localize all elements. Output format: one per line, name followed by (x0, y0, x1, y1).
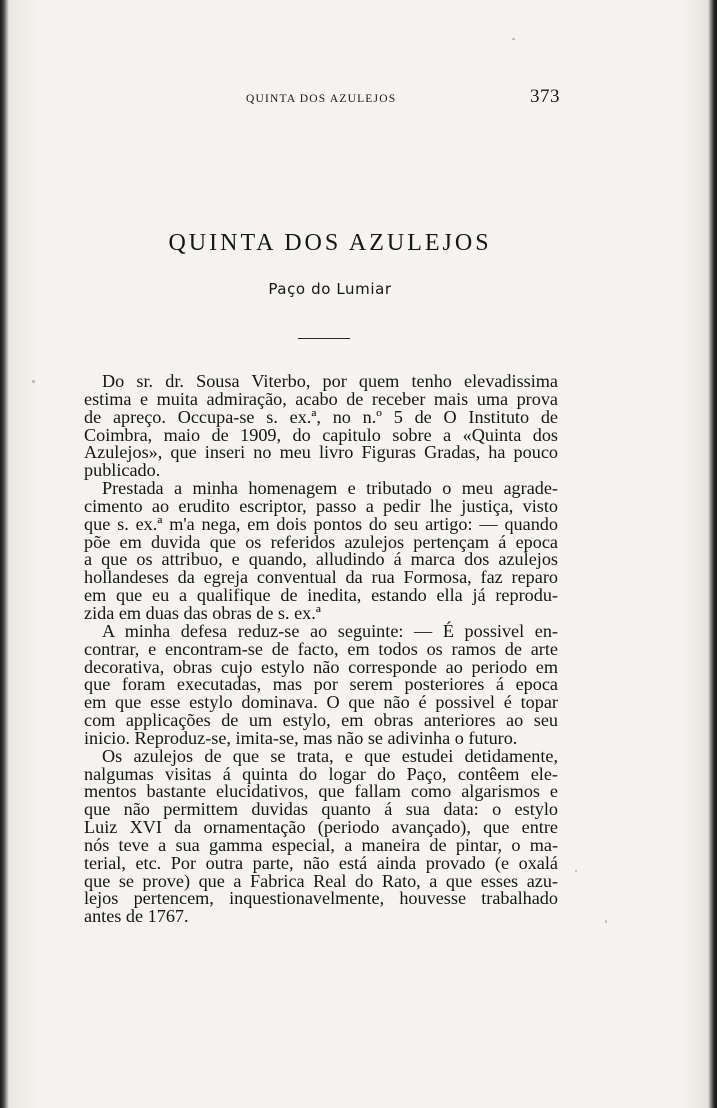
title-rule (298, 338, 350, 339)
text-line: que foram executadas, mas por serem posteriores á epoca (84, 674, 558, 695)
paragraph (84, 620, 558, 748)
text-line: mentos bastante elucidativos, que fallam como algarismos e (84, 781, 558, 802)
paper-speck (575, 870, 577, 872)
paper-speck (512, 38, 515, 40)
text-line: Luiz XVI da ornamentação (periodo avançado), que entre (84, 817, 558, 838)
text-line: põe em duvida que os referidos azulejos pertençam á epoca (84, 531, 558, 552)
text-line: cimento ao erudito escriptor, passo a pedir lhe justiça, visto (84, 495, 558, 516)
text-line: zida em duas das obras de s. ex.ª (84, 602, 321, 623)
text-line: Os azulejos de que se trata, e que estudei detidamente, (102, 745, 558, 766)
text-line: de apreço. Occupa-se s. ex.ª, no n.º 5 de O Instituto de (84, 406, 558, 427)
text-line: com applicações de um estylo, em obras anteriores ao seu (84, 710, 558, 731)
text-line: inicio. Reproduz-se, imita-se, mas não se adivinha o futuro. (84, 727, 518, 748)
text-line: nalgumas visitas á quinta do logar do Paço, contêem ele- (84, 763, 558, 784)
chapter-title: QUINTA DOS AZULEJOS (168, 230, 492, 256)
paragraph (84, 480, 558, 623)
text-line: Do sr. dr. Sousa Viterbo, por quem tenho elevadissima (102, 371, 558, 391)
text-line: em que eu a qualifique de inedita, estando ella já reprodu- (84, 585, 558, 606)
text-line: terial, etc. Por outra parte, não está ainda provado (e oxalá (84, 852, 558, 873)
text-line: a que os attribuo, e quando, alludindo á marca dos azulejos (84, 549, 558, 570)
text-line: Prestada a minha homenagem e tributado o meu agrade- (102, 478, 558, 499)
text-line: Azulejos», que inseri no meu livro Figuras Gradas, ha pouco (84, 442, 558, 463)
text-line: antes de 1767. (84, 906, 189, 927)
text-line: que não permittem duvidas quanto á sua data: o estylo (84, 799, 558, 820)
text-line: estima e muita admiração, acabo de receber mais uma prova (84, 388, 558, 409)
running-head: QUINTA DOS AZULEJOS (246, 93, 397, 105)
text-line: que se prove) que a Fabrica Real do Rato, a que esses azu- (84, 870, 558, 891)
paragraph (84, 373, 558, 480)
text-line: hollandeses da egreja conventual da rua Formosa, faz reparo (84, 567, 558, 588)
paper-speck (32, 380, 35, 383)
text-line: Coimbra, maio de 1909, do capitulo sobre a «Quinta dos (84, 424, 558, 445)
text-line: decorativa, obras cujo estylo não corresponde ao periodo em (84, 656, 558, 677)
paper-speck (605, 920, 607, 923)
page-number: 373 (530, 86, 560, 107)
chapter-subtitle: Paço do Lumiar (268, 280, 392, 298)
text-line: publicado. (84, 460, 161, 481)
text-line: contrar, e encontram-se de facto, em todos os ramos de arte (84, 638, 558, 659)
text-line: nós teve a sua gamma especial, a maneira de pintar, o ma- (84, 834, 558, 855)
text-line: lejos pertencem, inquestionavelmente, houvesse trabalhado (84, 888, 558, 909)
text-line: em que esse estylo dominava. O que não é possivel é topar (84, 692, 558, 713)
text-line: que s. ex.ª m'a nega, em dois pontos do seu artigo: — quando (84, 513, 558, 534)
paragraph (84, 745, 558, 927)
body-text (84, 373, 558, 926)
text-line: A minha defesa reduz-se ao seguinte: — É possivel en- (102, 620, 558, 641)
